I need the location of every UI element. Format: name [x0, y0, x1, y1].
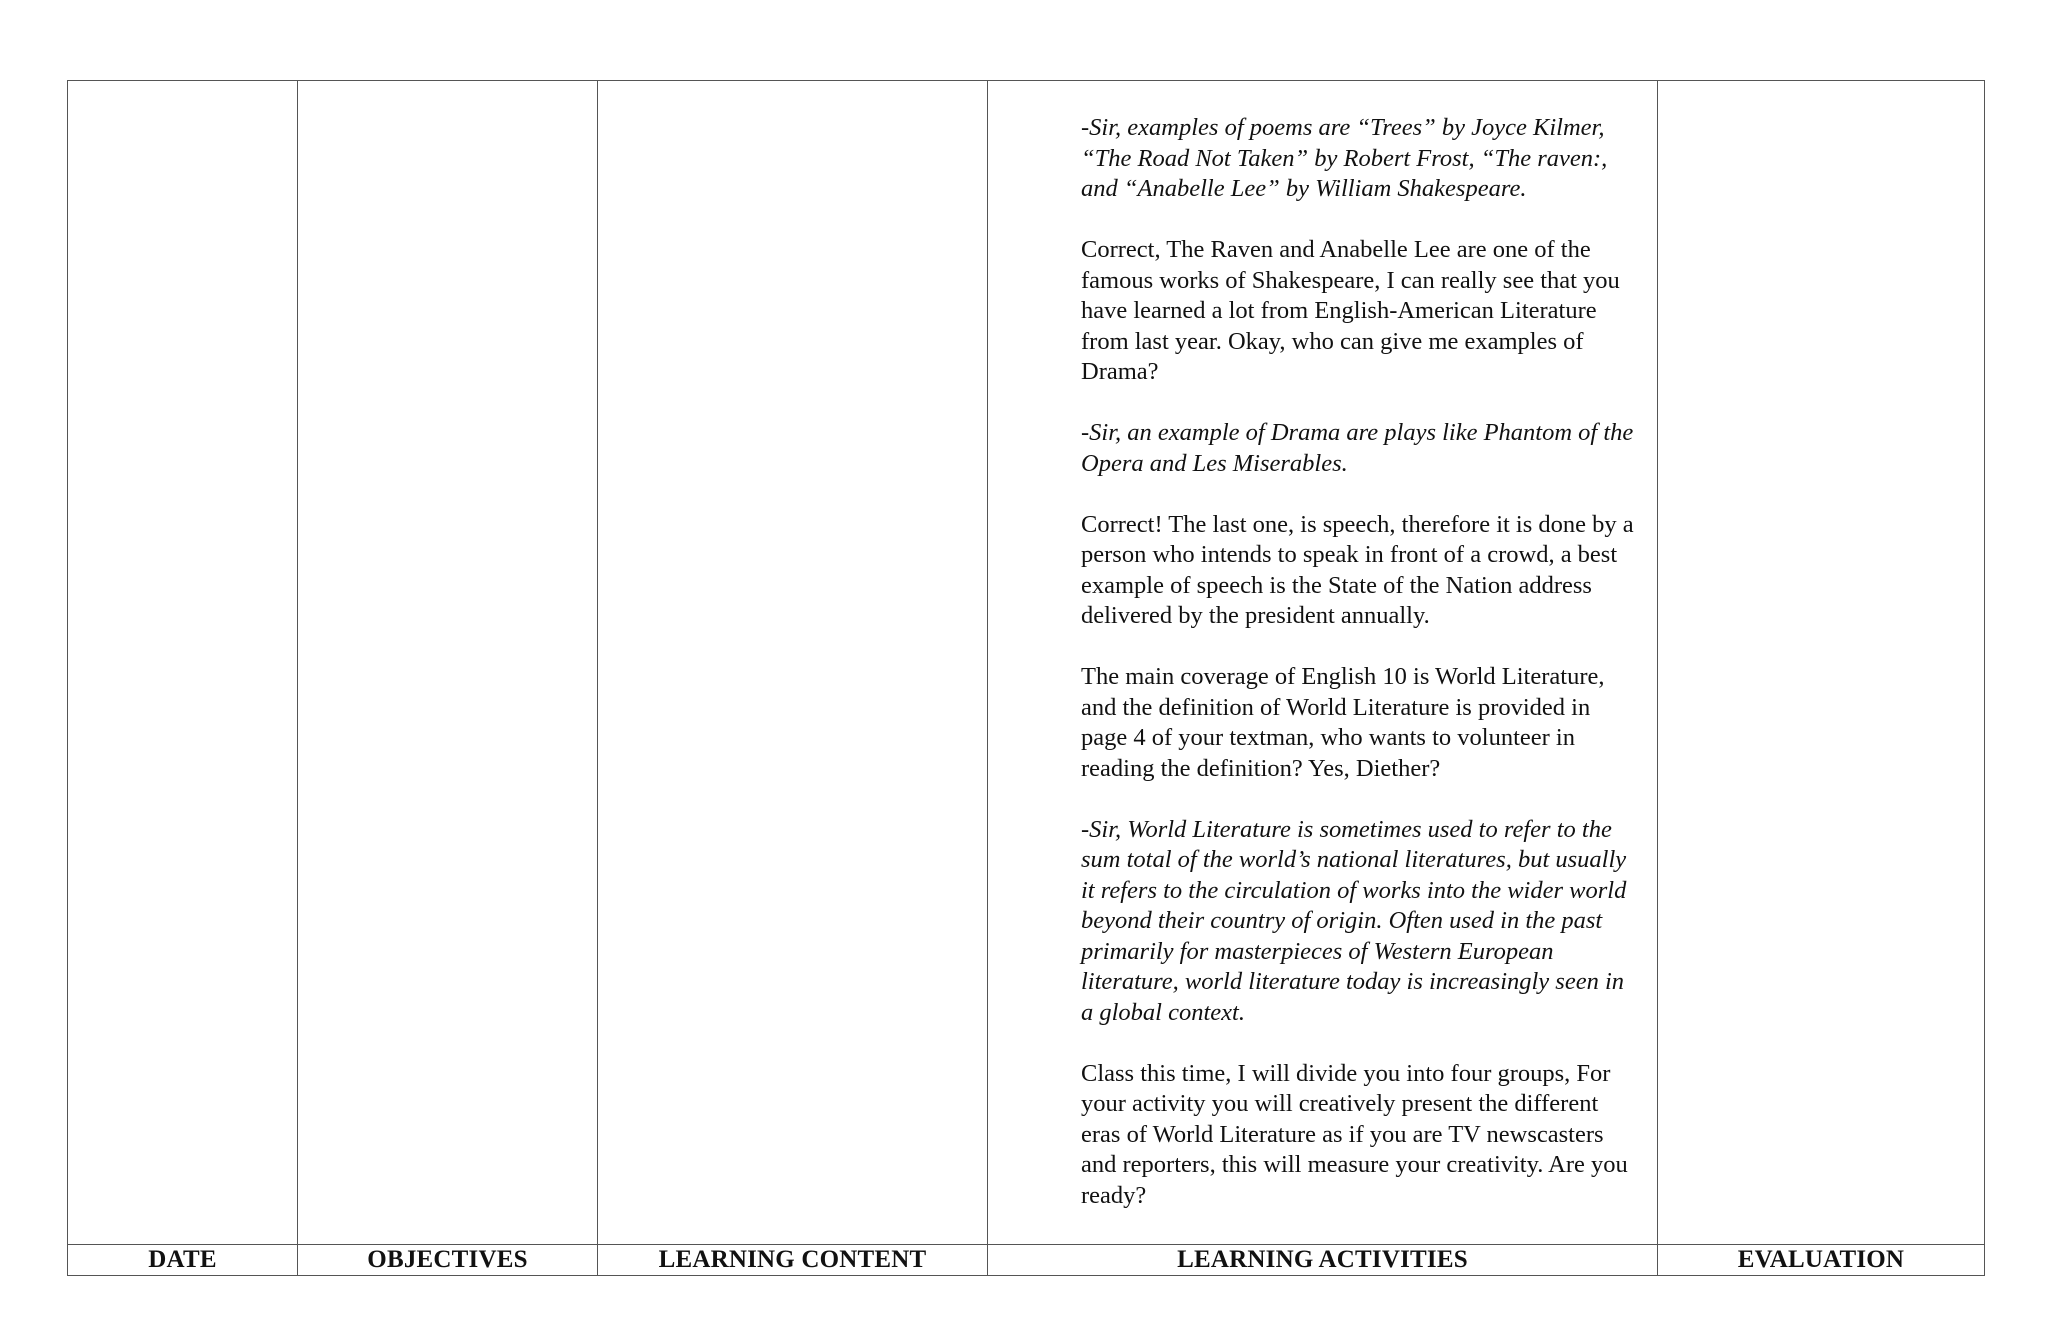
objectives-cell: [298, 81, 598, 1245]
student-response-drama: -Sir, an example of Drama are plays like Phantom of the Opera and Les Miserables.: [1081, 419, 1634, 477]
evaluation-cell: [1658, 81, 1985, 1245]
learning-activities-text: [988, 81, 1657, 1211]
header-learning-content: LEARNING CONTENT: [598, 1245, 988, 1276]
teacher-activity-instructions: Class this time, I will divide you into four groups, For your activity you will creatively present the different eras of World Literature as if you are TV newscasters and reporters, this will measure your creativity. Are you ready?: [1081, 1059, 1628, 1209]
header-learning-activities: LEARNING ACTIVITIES: [988, 1245, 1658, 1276]
header-evaluation: EVALUATION: [1658, 1245, 1985, 1276]
table-row: [68, 81, 1985, 1245]
student-response-definition: -Sir, World Literature is sometimes used to refer to the sum total of the world’s national literatures, but usually it refers to the circulation of works into the wider world beyond their country of origin. Often used in the past primarily for masterpieces of Western European literature, world literature today is increasingly seen in a global context.: [1081, 815, 1627, 1026]
lesson-plan-table: [67, 80, 1985, 1276]
header-date: DATE: [68, 1245, 298, 1276]
teacher-prompt-drama: Correct, The Raven and Anabelle Lee are one of the famous works of Shakespeare, I can really see that you have learned a lot from English-American Literature from last year. Okay, who can give me examples of Drama?: [1081, 236, 1620, 385]
table-header-row: [68, 1245, 1985, 1276]
date-cell: [68, 81, 298, 1245]
header-objectives: OBJECTIVES: [298, 1245, 598, 1276]
learning-content-cell: [598, 81, 988, 1245]
teacher-explanation-speech: Correct! The last one, is speech, therefore it is done by a person who intends to speak in front of a crowd, a best example of speech is the State of the Nation address delivered by the president annually.: [1081, 510, 1634, 629]
learning-activities-cell: [988, 81, 1658, 1245]
teacher-prompt-definition: The main coverage of English 10 is World Literature, and the definition of World Literature is provided in page 4 of your textman, who wants to volunteer in reading the definition? Yes, Diether?: [1081, 663, 1605, 782]
student-response-poems: -Sir, examples of poems are “Trees” by Joyce Kilmer, “The Road Not Taken” by Robert Frost, “The raven:, and “Anabelle Lee” by William Shakespeare.: [1081, 114, 1608, 202]
